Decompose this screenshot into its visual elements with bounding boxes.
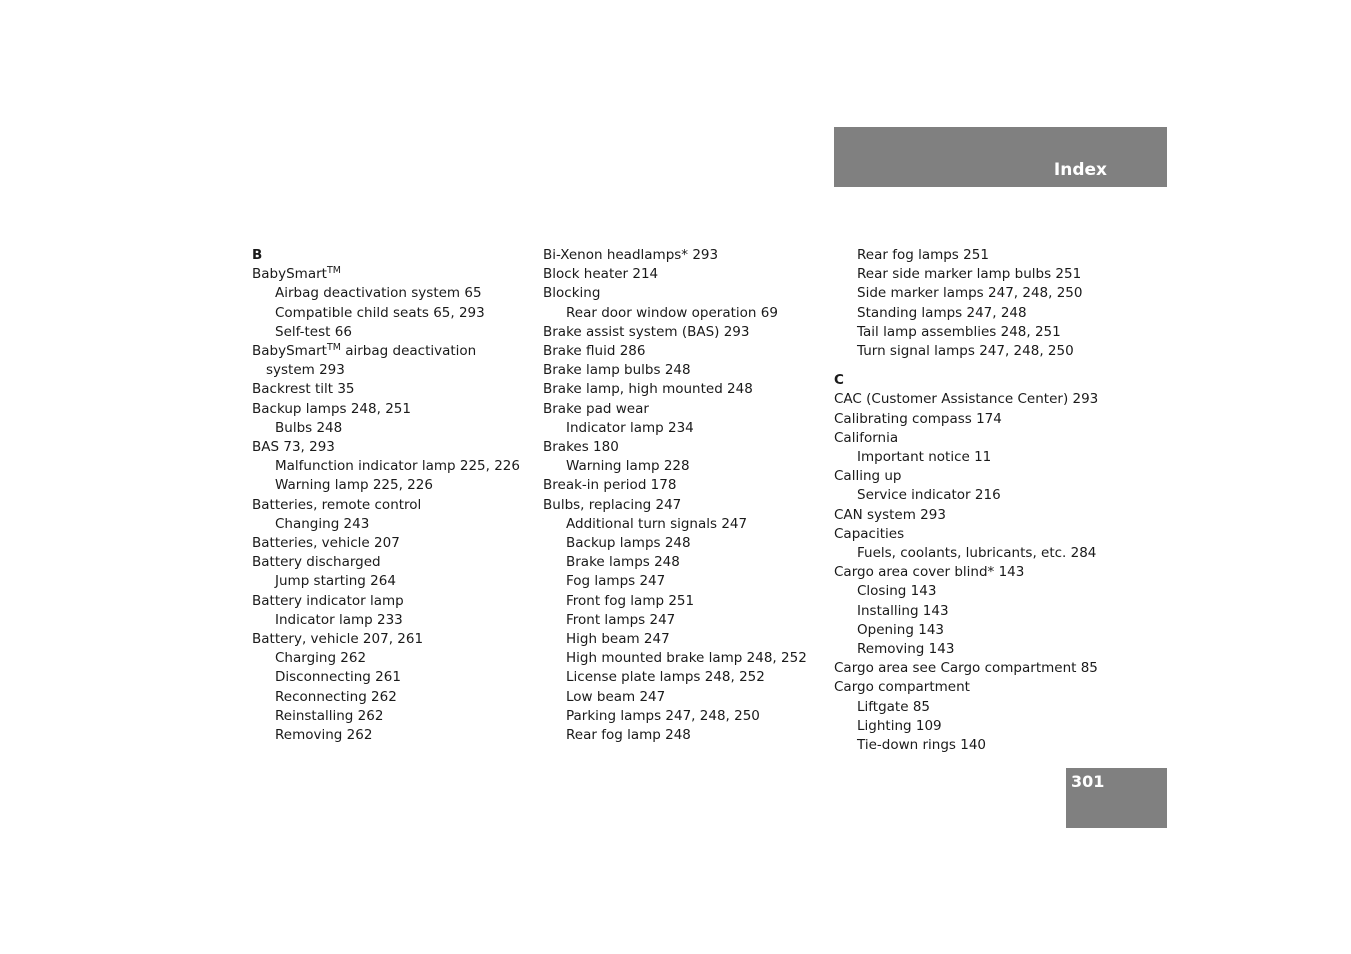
- entry-text: Closing 143: [857, 583, 937, 600]
- entry-text: Calling up: [834, 468, 902, 485]
- index-entry: [543, 246, 833, 265]
- index-subentry: [543, 419, 833, 438]
- entry-text: High mounted brake lamp 248, 252: [566, 650, 807, 667]
- index-entry: [252, 553, 542, 572]
- entry-text: Reinstalling 262: [275, 707, 384, 724]
- page-number-tab: [1066, 768, 1167, 828]
- index-entry: [543, 496, 833, 515]
- index-section-letter: [834, 371, 1154, 390]
- entry-text-continued: airbag deactivation: [340, 343, 477, 360]
- index-entry: [543, 342, 833, 361]
- entry-text: Warning lamp 225, 226: [275, 477, 433, 494]
- entry-text: Backup lamps 248: [566, 535, 691, 552]
- entry-text: system 293: [266, 362, 345, 379]
- index-subentry: [252, 688, 542, 707]
- index-entry: [834, 563, 1154, 582]
- entry-text: California: [834, 429, 899, 446]
- entry-text: Standing lamps 247, 248: [857, 304, 1027, 321]
- index-entry: [834, 467, 1154, 486]
- section-gap: [834, 361, 1154, 371]
- index-subentry: [543, 553, 833, 572]
- entry-text: Fuels, coolants, lubricants, etc. 284: [857, 545, 1097, 562]
- index-subentry: [834, 323, 1154, 342]
- entry-text: Brakes 180: [543, 439, 619, 456]
- index-subentry: [543, 572, 833, 591]
- index-subentry: [543, 668, 833, 687]
- index-column-1: [252, 246, 542, 745]
- index-entry: [543, 438, 833, 457]
- entry-text: Battery, vehicle 207, 261: [252, 631, 424, 648]
- entry-text: Front fog lamp 251: [566, 592, 695, 609]
- entry-text: Low beam 247: [566, 688, 666, 705]
- entry-text: Indicator lamp 234: [566, 419, 694, 436]
- index-column-2: [543, 246, 833, 745]
- index-subentry: [543, 688, 833, 707]
- entry-text: Additional turn signals 247: [566, 515, 748, 532]
- entry-text: Changing 243: [275, 515, 370, 532]
- section-title: Index: [1053, 160, 1107, 180]
- entry-text: Charging 262: [275, 650, 367, 667]
- entry-text: License plate lamps 248, 252: [566, 669, 765, 686]
- entry-text: Compatible child seats 65, 293: [275, 304, 485, 321]
- index-entry: [543, 380, 833, 399]
- entry-text: Fog lamps 247: [566, 573, 666, 590]
- index-entry: [543, 265, 833, 284]
- entry-text: Cargo compartment: [834, 679, 970, 696]
- trademark-superscript: TM: [326, 265, 341, 277]
- index-entry: [834, 410, 1154, 429]
- index-entry: [252, 534, 542, 553]
- index-subentry: [834, 246, 1154, 265]
- index-entry: [834, 429, 1154, 448]
- section-header-tab: [834, 127, 1167, 187]
- index-subentry: [252, 649, 542, 668]
- index-entry: [252, 265, 542, 284]
- index-subentry: [543, 534, 833, 553]
- entry-text: Turn signal lamps 247, 248, 250: [857, 343, 1074, 360]
- index-entry: [543, 284, 833, 303]
- index-entry: [252, 630, 542, 649]
- entry-text: Self-test 66: [275, 323, 352, 340]
- index-subentry: [252, 668, 542, 687]
- index-entry: [252, 400, 542, 419]
- entry-text: Calibrating compass 174: [834, 410, 1002, 427]
- entry-text: Bi-Xenon headlamps* 293: [543, 247, 719, 263]
- entry-text: Cargo area see Cargo compartment 85: [834, 660, 1098, 677]
- entry-text: Brake lamp bulbs 248: [543, 362, 691, 379]
- index-entry-continuation: [252, 361, 542, 380]
- entry-text: Jump starting 264: [275, 573, 396, 590]
- index-section-letter: [252, 246, 542, 265]
- entry-text: Capacities: [834, 525, 905, 542]
- entry-text: Indicator lamp 233: [275, 611, 403, 628]
- entry-text: Malfunction indicator lamp 225, 226: [275, 458, 520, 475]
- index-subentry: [252, 323, 542, 342]
- entry-text: Service indicator 216: [857, 487, 1001, 504]
- index-entry: [252, 496, 542, 515]
- index-subentry: [252, 726, 542, 745]
- index-subentry: [252, 515, 542, 534]
- index-entry: [543, 361, 833, 380]
- entry-text: Batteries, vehicle 207: [252, 535, 400, 552]
- entry-text: Brake lamps 248: [566, 554, 680, 571]
- index-subentry: [834, 342, 1154, 361]
- index-subentry: [834, 717, 1154, 736]
- index-subentry: [834, 486, 1154, 505]
- entry-text: Bulbs 248: [275, 419, 343, 436]
- index-subentry: [543, 611, 833, 630]
- index-subentry: [543, 726, 833, 745]
- index-subentry: [834, 698, 1154, 717]
- page-number: 301: [1071, 772, 1105, 791]
- index-subentry: [543, 592, 833, 611]
- entry-text: Opening 143: [857, 621, 944, 638]
- index-subentry: [543, 457, 833, 476]
- entry-text: BabySmart: [252, 266, 327, 283]
- index-subentry: [252, 419, 542, 438]
- entry-text: Brake fluid 286: [543, 343, 646, 360]
- index-column-3: [834, 246, 1154, 755]
- index-entry: [252, 592, 542, 611]
- entry-text: Disconnecting 261: [275, 669, 401, 686]
- index-entry: [834, 659, 1154, 678]
- index-subentry: [252, 304, 542, 323]
- index-entry: [252, 342, 542, 361]
- entry-text: Front lamps 247: [566, 611, 676, 628]
- index-subentry: [543, 630, 833, 649]
- entry-text: Brake pad wear: [543, 400, 649, 417]
- index-subentry: [834, 582, 1154, 601]
- index-entry: [252, 438, 542, 457]
- entry-text: Side marker lamps 247, 248, 250: [857, 285, 1083, 302]
- index-subentry: [543, 515, 833, 534]
- entry-text: Rear fog lamps 251: [857, 247, 989, 263]
- entry-text: Rear fog lamp 248: [566, 727, 691, 744]
- entry-text: Backup lamps 248, 251: [252, 400, 411, 417]
- entry-text: BabySmart: [252, 343, 327, 360]
- index-subentry: [252, 611, 542, 630]
- entry-text: Backrest tilt 35: [252, 381, 355, 398]
- entry-text: Parking lamps 247, 248, 250: [566, 707, 760, 724]
- entry-text: Blocking: [543, 285, 601, 302]
- entry-text: Cargo area cover blind* 143: [834, 564, 1025, 581]
- index-subentry: [834, 736, 1154, 755]
- entry-text: Brake assist system (BAS) 293: [543, 323, 750, 340]
- entry-text: Bulbs, replacing 247: [543, 496, 682, 513]
- entry-text: Break-in period 178: [543, 477, 677, 494]
- entry-text: CAN system 293: [834, 506, 946, 523]
- index-subentry: [834, 640, 1154, 659]
- entry-text: Tail lamp assemblies 248, 251: [857, 323, 1061, 340]
- entry-text: Lighting 109: [857, 717, 942, 734]
- entry-text: High beam 247: [566, 631, 670, 648]
- index-subentry: [834, 602, 1154, 621]
- index-entry: [834, 390, 1154, 409]
- index-subentry: [543, 304, 833, 323]
- entry-text: Brake lamp, high mounted 248: [543, 381, 753, 398]
- entry-text: Airbag deactivation system 65: [275, 285, 482, 302]
- index-subentry: [834, 544, 1154, 563]
- entry-text: CAC (Customer Assistance Center) 293: [834, 391, 1099, 408]
- entry-text: Reconnecting 262: [275, 688, 397, 705]
- index-entry: [252, 380, 542, 399]
- entry-text: Battery indicator lamp: [252, 592, 404, 609]
- index-entry: [834, 678, 1154, 697]
- index-subentry: [834, 284, 1154, 303]
- index-subentry: [252, 284, 542, 303]
- entry-text: Removing 143: [857, 641, 955, 658]
- index-subentry: [834, 448, 1154, 467]
- entry-text: B: [252, 247, 263, 263]
- entry-text: Removing 262: [275, 727, 373, 744]
- index-subentry: [252, 707, 542, 726]
- entry-text: Warning lamp 228: [566, 458, 690, 475]
- index-subentry: [252, 457, 542, 476]
- index-subentry: [543, 707, 833, 726]
- index-entry: [834, 506, 1154, 525]
- entry-text: Rear side marker lamp bulbs 251: [857, 266, 1082, 283]
- entry-text: BAS 73, 293: [252, 439, 335, 456]
- index-subentry: [834, 621, 1154, 640]
- index-entry: [543, 323, 833, 342]
- index-subentry: [252, 572, 542, 591]
- entry-text: Liftgate 85: [857, 698, 930, 715]
- index-subentry: [543, 649, 833, 668]
- entry-text: Installing 143: [857, 602, 949, 619]
- entry-text: Batteries, remote control: [252, 496, 422, 513]
- trademark-superscript: TM: [326, 342, 341, 354]
- entry-text: Battery discharged: [252, 554, 381, 571]
- index-entry: [543, 400, 833, 419]
- index-subentry: [252, 476, 542, 495]
- index-entry: [543, 476, 833, 495]
- entry-text: Rear door window operation 69: [566, 304, 778, 321]
- entry-text: Important notice 11: [857, 449, 992, 466]
- entry-text: Block heater 214: [543, 266, 659, 283]
- index-subentry: [834, 265, 1154, 284]
- entry-text: Tie-down rings 140: [857, 737, 986, 754]
- entry-text: C: [834, 372, 844, 389]
- index-subentry: [834, 304, 1154, 323]
- index-entry: [834, 525, 1154, 544]
